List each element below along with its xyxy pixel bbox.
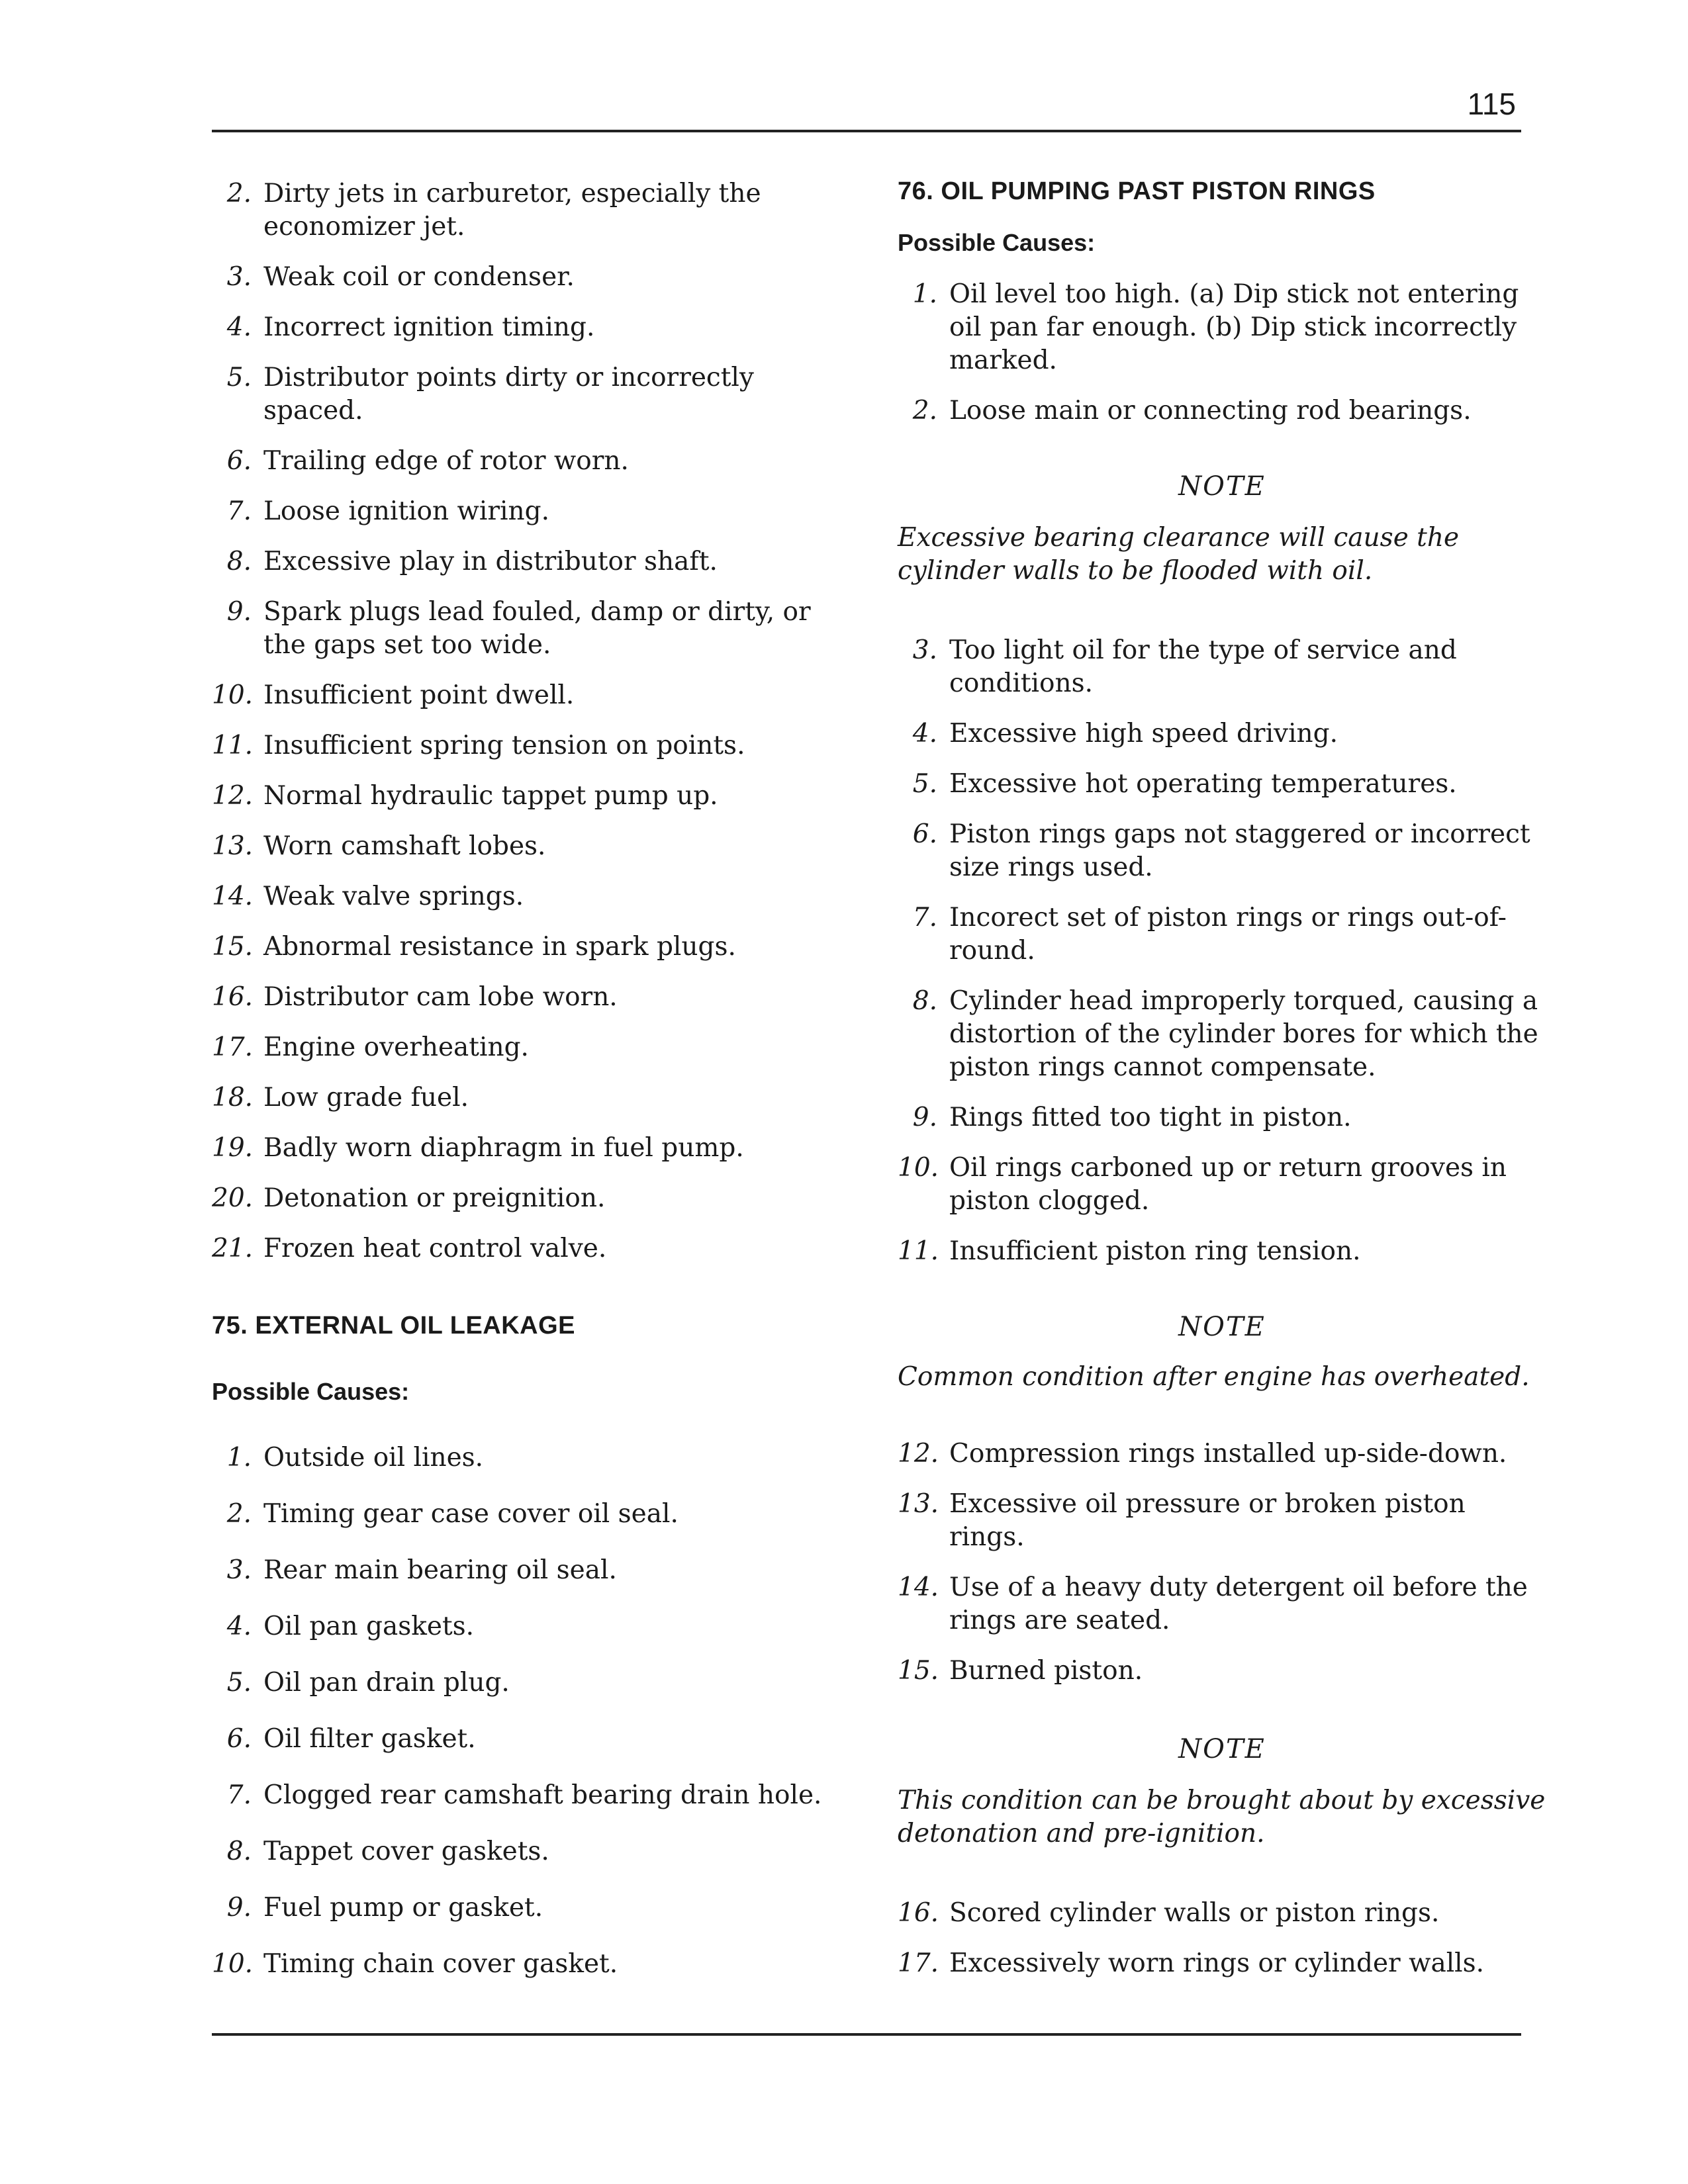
section-75-heading: 75. EXTERNAL OIL LEAKAGE bbox=[212, 1312, 576, 1340]
note-text: Excessive bearing clearance will cause the cylinder walls to be flooded with oil. bbox=[898, 523, 1460, 586]
page-number: 115 bbox=[1467, 87, 1516, 121]
note-title: NOTE bbox=[1178, 1734, 1266, 1764]
section-75-subheading: Possible Causes: bbox=[212, 1378, 410, 1405]
top-rule bbox=[212, 130, 1521, 132]
note-title: NOTE bbox=[1178, 1312, 1266, 1342]
section-76-heading: 76. OIL PUMPING PAST PISTON RINGS bbox=[898, 177, 1376, 205]
note-text: This condition can be brought about by excessive detonation and pre-ignition. bbox=[898, 1786, 1546, 1848]
note-text: Common condition after engine has overheated. bbox=[898, 1362, 1530, 1392]
section-76-subheading: Possible Causes: bbox=[898, 229, 1096, 256]
note-title: NOTE bbox=[1178, 471, 1266, 502]
bottom-rule bbox=[212, 2033, 1521, 2036]
